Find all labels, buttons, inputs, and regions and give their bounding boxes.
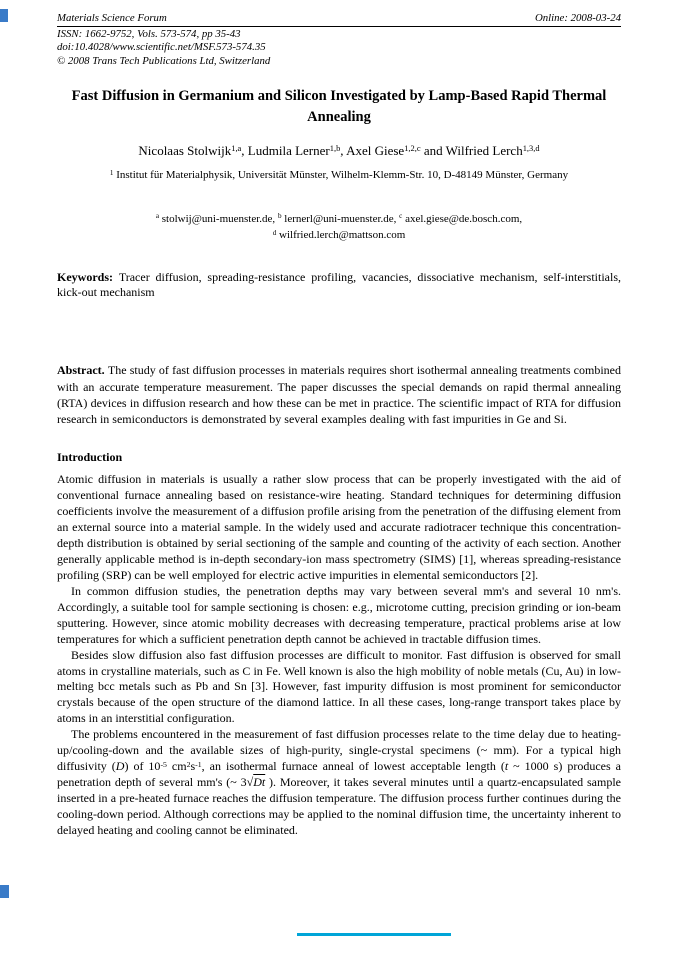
- abstract-paragraph: Abstract. The study of fast diffusion processes in materials requires short isothermal annealing treatments combined with an accurate temperature measurement. The paper discusses the special demands on rapid thermal annealing (RTA) devices in diffusion research and how these can be met in practice. The scientific impact of RTA for diffusion research in semiconductors is demonstrated by several examples dealing with fast impurities in Ge and Si.: [57, 363, 621, 426]
- link-annotation-top-left: [0, 9, 8, 22]
- paper-title: Fast Diffusion in Germanium and Silicon Investigated by Lamp-Based Rapid Thermal Annealing: [71, 87, 607, 125]
- intro-paragraph-1: Atomic diffusion in materials is usually a rather slow process that can be properly investigated with the aid of conventional furnace annealing based on resistance-wire heating. Standard techniques for determining diffusion coefficients involve the measurement of a diffusion profile arising from the penetration of the diffusing element from an external source into a material sample. In the widely used and accurate radiotracer technique this concentration-depth distribution is obtained by serial sectioning of the sample and counting of the activity of each section. Another generally applicable method is in-depth secondary-ion mass spectrometry (SIMS) [1], whereas spreading-resistance profiling (SRP) can be well employed for electric active impurities in elemental semiconductors [2].: [57, 472, 621, 582]
- link-annotation-bottom-left: [0, 885, 9, 898]
- emails-line-1: $^a$ stolwij@uni-muenster.de, $^b$ lernerl@uni-muenster.de, $^c$ axel.giese@de.bosch.com,: [155, 212, 523, 225]
- link-annotation-bottom-line: [297, 933, 451, 936]
- intro-paragraph-2: In common diffusion studies, the penetration depths may vary between several mm's and several 10 nm's. Accordingly, a suitable tool for sample sectioning is chosen: e.g., microtome cutting, precision grinding or ion-beam sputtering. However, since atomic mobility decreases with decreasing temperature, practical problems arise at low temperatures for which a sufficient penetration depth cannot be achieved in tractable diffusion times.: [57, 583, 621, 646]
- affiliation: $^1$ Institut für Materialphysik, Universität Münster, Wilhelm-Klemm-Str. 10, D-48149 Münster, Germany: [109, 168, 569, 181]
- journal-doi: doi:10.4028/www.scientific.net/MSF.573-574.35: [57, 41, 266, 54]
- intro-paragraph-4: The problems encountered in the measurement of fast diffusion processes relate to the time delay due to heating-up/cooling-down and the available sizes of high-purity, single-crystal specimens (~ mm). For a typical high diffusivity (D) of $10^{-5}$ $cm^2s^{-1}$, an isothermal furnace anneal of lowest acceptable length (t ~ 1000 s) produces a penetration depth of several mm's (~ 3√Dt ). Moreover, it takes several minutes until a quartz-encapsulated sample inserted in a pre-heated furnace reaches the diffusion temperature. The diffusion process further continues during the cooling-down period. Although corrections may be applied to the nominal diffusion time, the uncertainty inherent to delayed heating and cooling cannot be eliminated.: [57, 727, 621, 838]
- emails-line-2: $^d$ wilfried.lerch@mattson.com: [272, 228, 406, 242]
- online-date: Online: 2008-03-24: [534, 12, 621, 24]
- intro-paragraph-3: Besides slow diffusion also fast diffusion processes are difficult to monitor. Fast diffusion is observed for small atoms in crystalline materials, such as C in Fe. Well known is also the high mobility of noble metals (Cu, Au) in low-melting bcc metals such as Pb and Sn [3]. However, fast impurity diffusion is most prominent for semiconductor crystals because of the open structure of the diamond lattice. In all these cases, long-range transport takes place by atoms in an interstitial configuration.: [57, 647, 621, 726]
- emails-block: [57, 211, 621, 244]
- authors-line: Nicolaas Stolwijk$^{1,a}$, Ludmila Lerner$^{1,b}$, Axel Giese$^{1,2,c}$ and Wilfried Lerch$^{1,3,d}$: [138, 142, 540, 158]
- keywords-paragraph: Keywords: Tracer diffusion, spreading-resistance profiling, vacancies, dissociative mechanism, self-interstitials, kick-out mechanism: [57, 269, 622, 300]
- section-heading-introduction: Introduction: [57, 450, 123, 465]
- journal-name: Materials Science Forum: [57, 12, 167, 24]
- journal-header-row: [57, 12, 621, 25]
- journal-copyright: © 2008 Trans Tech Publications Ltd, Switzerland: [57, 54, 271, 67]
- header-rule: [57, 26, 621, 27]
- journal-issn: ISSN: 1662-9752, Vols. 573-574, pp 35-43: [57, 28, 241, 41]
- journal-header: [57, 12, 621, 68]
